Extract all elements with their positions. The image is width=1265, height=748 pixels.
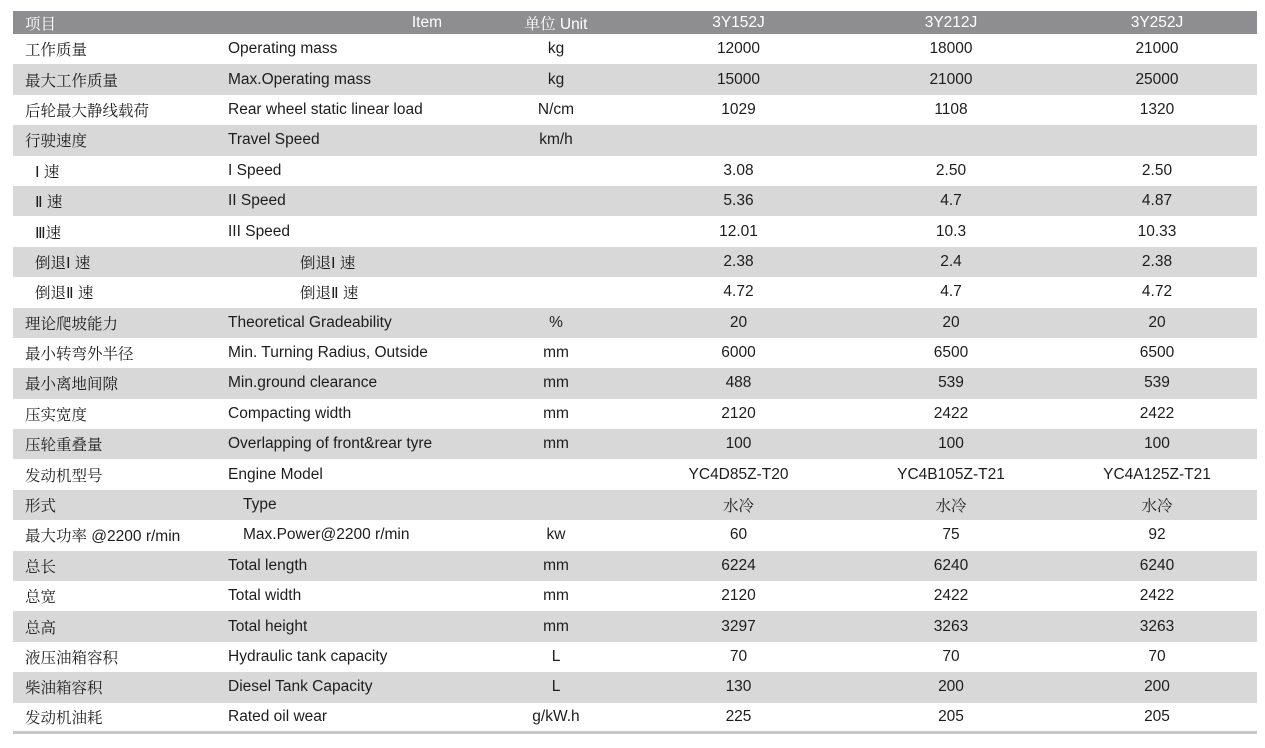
row-label-en: Total height bbox=[228, 617, 308, 635]
value-3Y252J: 2422 bbox=[1139, 587, 1175, 605]
row-label-cn: 压轮重叠量 bbox=[25, 437, 103, 455]
value-3Y252J: 100 bbox=[1144, 435, 1170, 453]
value-3Y212J: 2422 bbox=[933, 404, 969, 422]
row-label-cn: 发动机油耗 bbox=[25, 710, 103, 728]
row-label-en: Operating mass bbox=[228, 40, 338, 58]
value-3Y252J: 3263 bbox=[1139, 617, 1175, 635]
table-row bbox=[13, 642, 1257, 672]
row-label-cn: 行驶速度 bbox=[25, 133, 88, 151]
table-row bbox=[13, 247, 1257, 277]
value-3Y252J: 25000 bbox=[1135, 70, 1179, 88]
table-row bbox=[13, 429, 1257, 459]
row-unit bbox=[480, 459, 632, 489]
row-label-en: Hydraulic tank capacity bbox=[228, 648, 388, 665]
spec-sheet-page bbox=[13, 11, 1257, 734]
row-label-cn: 液压油箱容积 bbox=[25, 650, 119, 667]
value-3Y212J: 水冷 bbox=[935, 498, 967, 516]
table-row bbox=[13, 186, 1257, 216]
value-3Y252J: 205 bbox=[1144, 708, 1170, 726]
row-label-en: 倒退Ⅱ 速 bbox=[300, 285, 359, 303]
row-unit bbox=[480, 156, 632, 186]
spec-table bbox=[13, 11, 1257, 734]
value-3Y212J: 200 bbox=[938, 678, 964, 696]
column-header-item-cn: 项目 bbox=[25, 15, 57, 33]
table-row bbox=[13, 490, 1257, 520]
value-3Y252J: 2422 bbox=[1139, 404, 1175, 422]
row-label-en: III Speed bbox=[228, 222, 291, 240]
row-unit: km/h bbox=[539, 131, 573, 149]
row-label-cn: 最大功率 @2200 r/min bbox=[25, 528, 181, 546]
value-3Y252J: 2.50 bbox=[1141, 161, 1173, 179]
value-3Y152J: 488 bbox=[725, 374, 752, 392]
value-3Y152J: 3297 bbox=[721, 617, 756, 635]
value-3Y252J: 6240 bbox=[1139, 556, 1175, 574]
value-3Y252J: 200 bbox=[1144, 678, 1170, 696]
table-row bbox=[13, 338, 1257, 368]
table-row bbox=[13, 611, 1257, 641]
table-row bbox=[13, 216, 1257, 246]
row-label-en: Diesel Tank Capacity bbox=[228, 678, 373, 696]
value-3Y252J: 21000 bbox=[1135, 40, 1179, 58]
row-unit: mm bbox=[543, 556, 569, 574]
row-unit: mm bbox=[543, 374, 569, 392]
row-unit: mm bbox=[543, 435, 569, 453]
row-label-en: Rated oil wear bbox=[228, 708, 328, 726]
table-row bbox=[13, 125, 1257, 155]
row-label-cn: Ⅱ 速 bbox=[35, 194, 63, 212]
row-label-en: II Speed bbox=[228, 192, 286, 210]
row-label-cn: 压实宽度 bbox=[25, 406, 88, 424]
value-3Y212J: 100 bbox=[938, 435, 964, 453]
row-unit: kg bbox=[547, 70, 565, 88]
value-3Y152J: 水冷 bbox=[722, 498, 754, 516]
row-unit: mm bbox=[543, 344, 569, 362]
value-3Y152J: 3.08 bbox=[723, 161, 754, 179]
value-3Y212J: 4.7 bbox=[940, 192, 962, 210]
value-3Y212J: 205 bbox=[938, 708, 964, 726]
value-3Y152J: 60 bbox=[729, 526, 748, 544]
table-row bbox=[13, 551, 1257, 581]
row-label-en: Max.Operating mass bbox=[228, 70, 371, 88]
value-3Y252J: 10.33 bbox=[1137, 222, 1177, 240]
row-unit: mm bbox=[543, 404, 569, 422]
row-label-cn: Ⅲ速 bbox=[35, 224, 62, 242]
row-label-cn: 总长 bbox=[25, 558, 57, 576]
value-3Y252J: YC4A125Z-T21 bbox=[1103, 465, 1211, 483]
row-unit: % bbox=[549, 313, 563, 331]
value-3Y212J bbox=[845, 125, 1057, 155]
row-unit: kg bbox=[547, 40, 565, 58]
row-label-cn: Ⅰ 速 bbox=[35, 163, 60, 181]
row-label-cn: 后轮最大静线载荷 bbox=[25, 102, 150, 120]
table-row bbox=[13, 520, 1257, 550]
table-row bbox=[13, 95, 1257, 125]
row-label-cn: 总宽 bbox=[25, 589, 57, 607]
row-unit: kw bbox=[546, 526, 566, 544]
spec-table-body bbox=[13, 34, 1257, 733]
value-3Y152J: 6000 bbox=[721, 344, 756, 362]
table-row bbox=[13, 277, 1257, 307]
value-3Y212J: 6240 bbox=[933, 556, 969, 574]
value-3Y212J: 6500 bbox=[933, 344, 969, 362]
row-label-en: I Speed bbox=[228, 161, 282, 179]
value-3Y252J: 4.87 bbox=[1141, 192, 1173, 210]
value-3Y212J: 4.7 bbox=[940, 283, 962, 301]
value-3Y212J: 2.4 bbox=[940, 252, 962, 270]
value-3Y212J: 21000 bbox=[929, 70, 973, 88]
row-label-cn: 最小离地间隙 bbox=[25, 376, 119, 394]
table-row bbox=[13, 459, 1257, 489]
row-label-en: 倒退Ⅰ 速 bbox=[300, 254, 356, 272]
row-label-en: Overlapping of front&rear tyre bbox=[228, 435, 433, 453]
column-header-model-3Y152J: 3Y152J bbox=[712, 13, 765, 31]
value-3Y212J: 20 bbox=[942, 313, 960, 331]
row-label-en: Rear wheel static linear load bbox=[228, 100, 423, 118]
value-3Y252J: 92 bbox=[1148, 526, 1166, 544]
table-row bbox=[13, 156, 1257, 186]
table-row bbox=[13, 368, 1257, 398]
row-label-en: Engine Model bbox=[228, 465, 323, 483]
value-3Y252J: 4.72 bbox=[1141, 283, 1173, 301]
row-unit: N/cm bbox=[537, 100, 575, 118]
row-label-cn: 最大工作质量 bbox=[25, 72, 119, 90]
row-unit: L bbox=[551, 678, 561, 696]
table-row bbox=[13, 672, 1257, 702]
row-label-en: Compacting width bbox=[228, 404, 352, 422]
value-3Y212J: 3263 bbox=[933, 617, 969, 635]
value-3Y152J: 20 bbox=[729, 313, 748, 331]
row-unit: mm bbox=[543, 617, 569, 635]
value-3Y152J: 2120 bbox=[721, 587, 756, 605]
value-3Y152J: 70 bbox=[729, 648, 748, 665]
table-header-row bbox=[13, 11, 1257, 34]
table-row bbox=[13, 34, 1257, 64]
value-3Y152J: 100 bbox=[725, 435, 752, 453]
value-3Y212J: 75 bbox=[942, 526, 960, 544]
row-label-en: Theoretical Gradeability bbox=[228, 313, 392, 331]
row-label-cn: 工作质量 bbox=[25, 42, 88, 60]
value-3Y252J: 20 bbox=[1148, 313, 1166, 331]
row-label-cn: 理论爬坡能力 bbox=[25, 315, 119, 333]
row-label-en: Min.ground clearance bbox=[228, 374, 378, 392]
value-3Y152J: YC4D85Z-T20 bbox=[688, 465, 789, 483]
value-3Y152J: 2.38 bbox=[723, 252, 754, 270]
value-3Y252J: 2.38 bbox=[1141, 252, 1173, 270]
value-3Y212J: 2.50 bbox=[935, 161, 967, 179]
column-header-model-3Y252J: 3Y252J bbox=[1130, 13, 1184, 31]
value-3Y152J: 5.36 bbox=[723, 192, 754, 210]
row-unit: mm bbox=[543, 587, 569, 605]
row-label-en: Min. Turning Radius, Outside bbox=[228, 344, 428, 362]
value-3Y212J: 2422 bbox=[933, 587, 969, 605]
row-unit bbox=[480, 247, 632, 277]
table-row bbox=[13, 399, 1257, 429]
column-header-item-en: Item bbox=[411, 13, 442, 31]
row-label-en: Travel Speed bbox=[228, 131, 320, 149]
row-label-cn: 形式 bbox=[25, 498, 57, 516]
value-3Y252J bbox=[1057, 125, 1257, 155]
row-label-en: Total width bbox=[228, 587, 302, 605]
value-3Y212J: YC4B105Z-T21 bbox=[897, 465, 1005, 483]
row-label-cn: 倒退Ⅱ 速 bbox=[35, 285, 94, 303]
row-unit bbox=[480, 186, 632, 216]
value-3Y152J: 12.01 bbox=[719, 222, 758, 240]
value-3Y212J: 10.3 bbox=[935, 222, 967, 240]
row-label-cn: 倒退Ⅰ 速 bbox=[35, 254, 91, 272]
row-label-cn: 总高 bbox=[25, 619, 57, 637]
row-unit bbox=[480, 216, 632, 246]
value-3Y252J: 539 bbox=[1144, 374, 1170, 392]
value-3Y152J: 1029 bbox=[721, 100, 756, 118]
row-label-en: Max.Power@2200 r/min bbox=[243, 526, 410, 544]
row-label-cn: 发动机型号 bbox=[25, 467, 103, 485]
row-label-cn: 柴油箱容积 bbox=[25, 680, 103, 698]
value-3Y212J: 1108 bbox=[934, 100, 968, 118]
column-header-unit: 单位 Unit bbox=[524, 15, 588, 33]
table-row bbox=[13, 703, 1257, 733]
row-label-en: Total length bbox=[228, 556, 308, 574]
value-3Y252J: 水冷 bbox=[1141, 498, 1173, 516]
value-3Y152J: 15000 bbox=[716, 70, 761, 88]
table-row bbox=[13, 581, 1257, 611]
value-3Y212J: 539 bbox=[938, 374, 964, 392]
row-unit bbox=[480, 277, 632, 307]
value-3Y152J: 4.72 bbox=[723, 283, 754, 301]
value-3Y152J bbox=[632, 125, 845, 155]
value-3Y152J: 12000 bbox=[716, 40, 761, 58]
value-3Y152J: 2120 bbox=[721, 404, 756, 422]
row-unit: g/kW.h bbox=[532, 708, 580, 726]
value-3Y152J: 6224 bbox=[721, 556, 756, 574]
value-3Y252J: 1320 bbox=[1139, 100, 1175, 118]
row-label-en: Type bbox=[243, 496, 277, 514]
table-row bbox=[13, 64, 1257, 94]
value-3Y152J: 130 bbox=[725, 678, 752, 696]
row-unit bbox=[480, 490, 632, 520]
value-3Y212J: 18000 bbox=[929, 40, 973, 58]
row-label-cn: 最小转弯外半径 bbox=[25, 346, 134, 364]
value-3Y152J: 225 bbox=[725, 708, 752, 726]
value-3Y252J: 6500 bbox=[1139, 344, 1175, 362]
column-header-model-3Y212J: 3Y212J bbox=[924, 13, 978, 31]
table-row bbox=[13, 308, 1257, 338]
value-3Y252J: 70 bbox=[1148, 648, 1166, 665]
value-3Y212J: 70 bbox=[942, 648, 960, 665]
row-unit: L bbox=[551, 648, 561, 665]
